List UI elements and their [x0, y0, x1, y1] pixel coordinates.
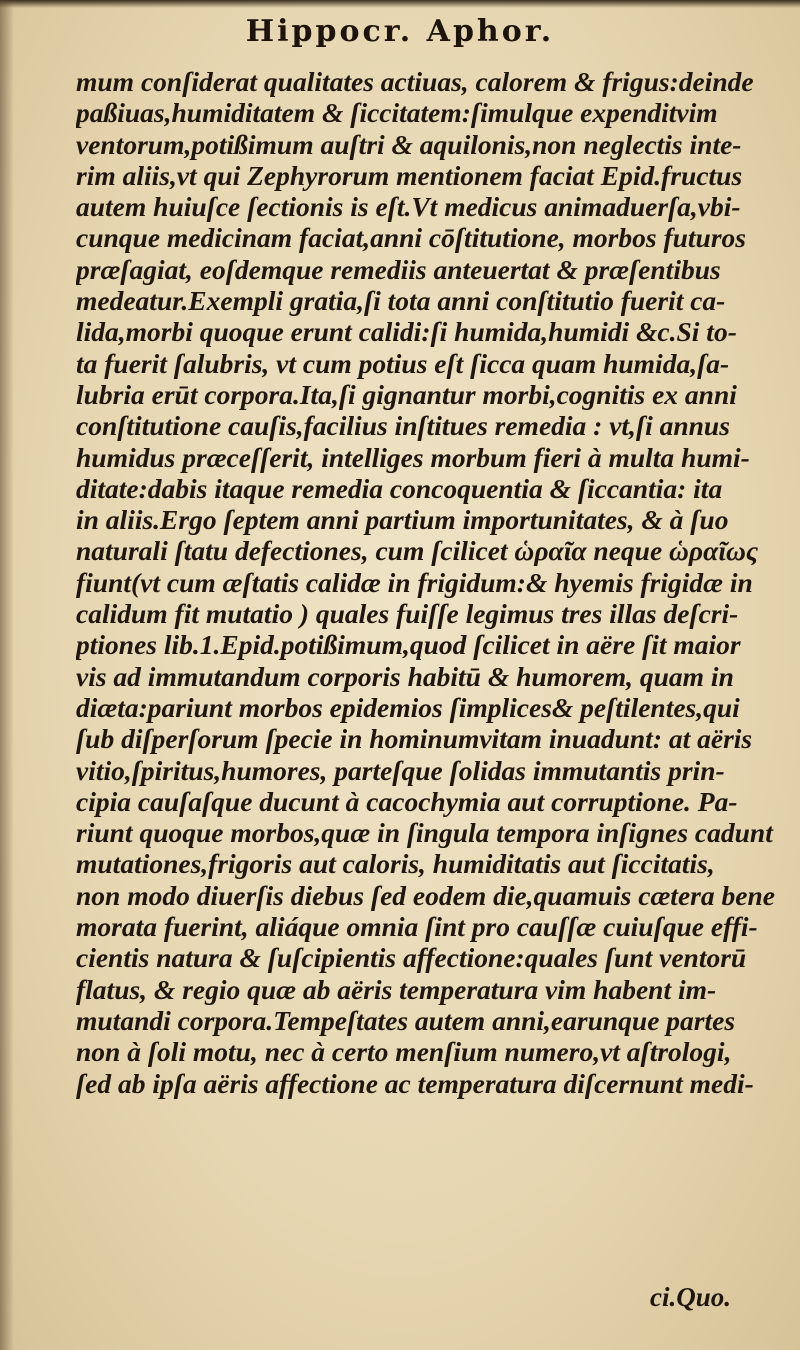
text-line: naturali ſtatu defectiones, cum ſcilicet ὡραῖα neque ὡραῖως — [76, 535, 759, 567]
text-line: rim aliis,vt qui Zephyrorum mentionem faciat Epid.fructus — [76, 159, 743, 191]
text-line: paßiuas,humiditatem & ſiccitatem:ſimulque expenditvim — [76, 97, 718, 129]
text-line: lida,morbi quoque erunt calidi:ſi humida,humidi &c.Si to- — [76, 316, 737, 348]
text-line: diæta:pariunt morbos epidemios ſimplices& peſtilentes,qui — [76, 691, 740, 723]
text-line: vis ad immutandum corporis habitū & humorem, quam in — [76, 660, 734, 692]
page-gutter-shadow — [0, 0, 14, 1350]
text-line: medeatur.Exempli gratia,ſi tota anni conſtitutio fuerit ca- — [76, 285, 726, 317]
text-line: ſed ab ipſa aëris affectione ac temperatura diſcernunt medi- — [76, 1067, 754, 1099]
text-line: fiunt(vt cum æſtatis calidæ in frigidum:& hyemis frigidæ in — [76, 566, 753, 598]
text-line: humidus præceſſerit, intelliges morbum fieri à multa humi- — [76, 441, 750, 473]
text-line: mutationes,frigoris aut caloris, humiditatis aut ſiccitatis, — [76, 848, 715, 880]
body-text — [76, 66, 776, 1099]
text-line: calidum fit mutatio ) quales fuiſſe legimus tres illas deſcri- — [76, 598, 739, 630]
text-line: in aliis.Ergo ſeptem anni partium importunitates, & à ſuo — [76, 504, 729, 536]
text-line: ſub diſperſorum ſpecie in hominumvitam inuadunt: at aëris — [76, 723, 753, 755]
catchword: ci.Quo. — [650, 1282, 731, 1312]
text-line: ventorum,potißimum auſtri & aquilonis,non neglectis inte- — [76, 128, 742, 160]
text-line: vitio,ſpiritus,humores, parteſque ſolidas immutantis prin- — [76, 754, 725, 786]
text-line: cunque medicinam faciat,anni cōſtitutione, morbos futuros — [76, 222, 747, 254]
text-line: non modo diuerſis diebus ſed eodem die,quamuis cætera bene — [76, 879, 775, 911]
text-line: cipia cauſaſque ducunt à cacochymia aut corruptione. Pa- — [76, 785, 738, 817]
text-line: cientis natura & ſuſcipientis affectione:quales ſunt ventorū — [76, 942, 747, 974]
text-line: flatus, & regio quæ ab aëris temperatura vim habent im- — [76, 973, 717, 1005]
text-line: mutandi corpora.Tempeſtates autem anni,earunque partes — [76, 1004, 736, 1036]
text-line: ditate:dabis itaque remedia concoquentia & ſiccantia: ita — [76, 472, 723, 504]
running-head: Hippocr. Aphor. — [245, 14, 555, 49]
text-line: riunt quoque morbos,quæ in ſingula tempora inſignes cadunt — [76, 817, 773, 849]
text-line: non à ſoli motu, nec à certo menſium numero,vt aſtrologi, — [76, 1036, 732, 1068]
text-line: morata fuerint, aliáque omnia ſint pro cauſſæ cuiuſque effi- — [76, 911, 758, 943]
text-line: conſtitutione cauſis,facilius inſtitues remedia : vt,ſi annus — [76, 410, 730, 442]
text-line: præſagiat, eoſdemque remediis anteuertat & præſentibus — [76, 253, 721, 285]
text-line: lubria erūt corpora.Ita,ſi gignantur morbi,cognitis ex anni — [76, 378, 737, 410]
page-top-edge — [0, 0, 800, 8]
text-line: ptiones lib.1.Epid.potißimum,quod ſcilicet in aëre ſit maior — [76, 629, 741, 661]
text-line: ta fuerit ſalubris, vt cum potius eſt ſicca quam humida,ſa- — [76, 347, 730, 379]
text-line: autem huiuſce ſectionis is eſt.Vt medicus animaduerſa,vbi- — [76, 191, 741, 223]
text-line: mum conſiderat qualitates actiuas, calorem & frigus:deinde — [76, 66, 754, 97]
